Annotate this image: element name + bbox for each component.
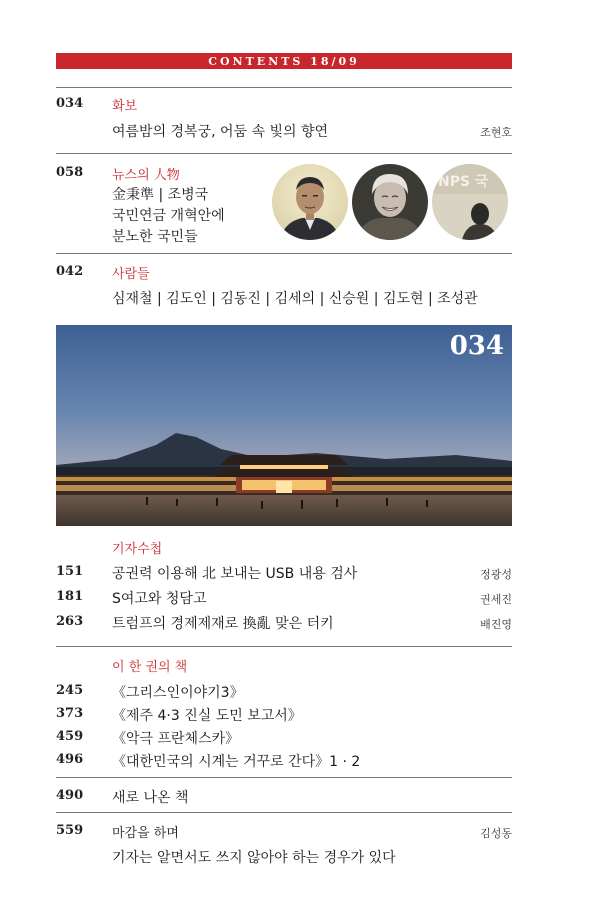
page-number[interactable]: 496 bbox=[56, 752, 84, 767]
page-number[interactable]: 151 bbox=[56, 564, 84, 579]
article-title[interactable]: 새로 나온 책 bbox=[112, 790, 189, 806]
page-number[interactable]: 459 bbox=[56, 729, 84, 744]
page-number[interactable]: 058 bbox=[56, 165, 84, 180]
category-label: 사람들 bbox=[112, 267, 150, 282]
category-label: 뉴스의 人物 bbox=[112, 168, 180, 183]
author-name: 김성동 bbox=[480, 827, 512, 840]
author-name: 조현호 bbox=[480, 126, 512, 139]
article-title-line[interactable]: 분노한 국민들 bbox=[112, 229, 198, 245]
portrait-photo-nps bbox=[432, 164, 508, 240]
book-title[interactable]: 《대한민국의 시계는 거꾸로 간다》1 · 2 bbox=[112, 754, 361, 770]
page-number[interactable]: 034 bbox=[56, 96, 84, 111]
page-number[interactable]: 181 bbox=[56, 589, 84, 604]
book-title[interactable]: 《악극 프란체스카》 bbox=[112, 731, 240, 747]
author-name: 정광성 bbox=[480, 568, 512, 581]
contents-title: CONTENTS 18/09 bbox=[208, 54, 360, 68]
article-title[interactable]: 트럼프의 경제제재로 換亂 맞은 터키 bbox=[112, 616, 334, 632]
hero-page-number[interactable]: 034 bbox=[449, 331, 504, 361]
divider bbox=[56, 253, 512, 254]
divider bbox=[56, 777, 512, 778]
page-number[interactable]: 559 bbox=[56, 823, 84, 838]
divider bbox=[56, 153, 512, 154]
page-number[interactable]: 490 bbox=[56, 788, 84, 803]
divider bbox=[56, 812, 512, 813]
people-names[interactable]: 심재철 | 김도인 | 김동진 | 김세의 | 신승원 | 김도현 | 조성관 bbox=[112, 291, 478, 307]
page-number[interactable]: 263 bbox=[56, 614, 84, 629]
book-title[interactable]: 《제주 4·3 진실 도민 보고서》 bbox=[112, 708, 302, 724]
divider bbox=[56, 87, 512, 88]
gyeongbokgung-night-photo bbox=[56, 325, 512, 526]
page-number[interactable]: 245 bbox=[56, 683, 84, 698]
article-title-line[interactable]: 金秉準 | 조병국 bbox=[112, 187, 209, 203]
portrait-photo-woman bbox=[352, 164, 428, 240]
article-title[interactable]: 공권력 이용해 北 보내는 USB 내용 검사 bbox=[112, 566, 358, 582]
divider bbox=[56, 646, 512, 647]
nps-sign-text: NPS 국 bbox=[438, 174, 489, 190]
category-label: 화보 bbox=[112, 99, 138, 114]
article-title[interactable]: S여고와 청담고 bbox=[112, 591, 207, 607]
category-label: 마감을 하며 bbox=[112, 826, 179, 841]
article-title[interactable]: 기자는 알면서도 쓰지 않아야 하는 경우가 있다 bbox=[112, 850, 396, 866]
author-name: 권세진 bbox=[480, 593, 512, 606]
portrait-photo-man bbox=[272, 164, 348, 240]
book-title[interactable]: 《그리스인이야기3》 bbox=[112, 685, 244, 701]
article-title-line[interactable]: 국민연금 개혁안에 bbox=[112, 208, 225, 224]
category-label: 이 한 권의 책 bbox=[112, 660, 188, 675]
article-title[interactable]: 여름밤의 경복궁, 어둠 속 빛의 향연 bbox=[112, 124, 329, 140]
page-number[interactable]: 042 bbox=[56, 264, 84, 279]
category-label: 기자수첩 bbox=[112, 542, 163, 557]
page-number[interactable]: 373 bbox=[56, 706, 84, 721]
author-name: 배진영 bbox=[480, 618, 512, 631]
contents-header bbox=[56, 53, 512, 69]
